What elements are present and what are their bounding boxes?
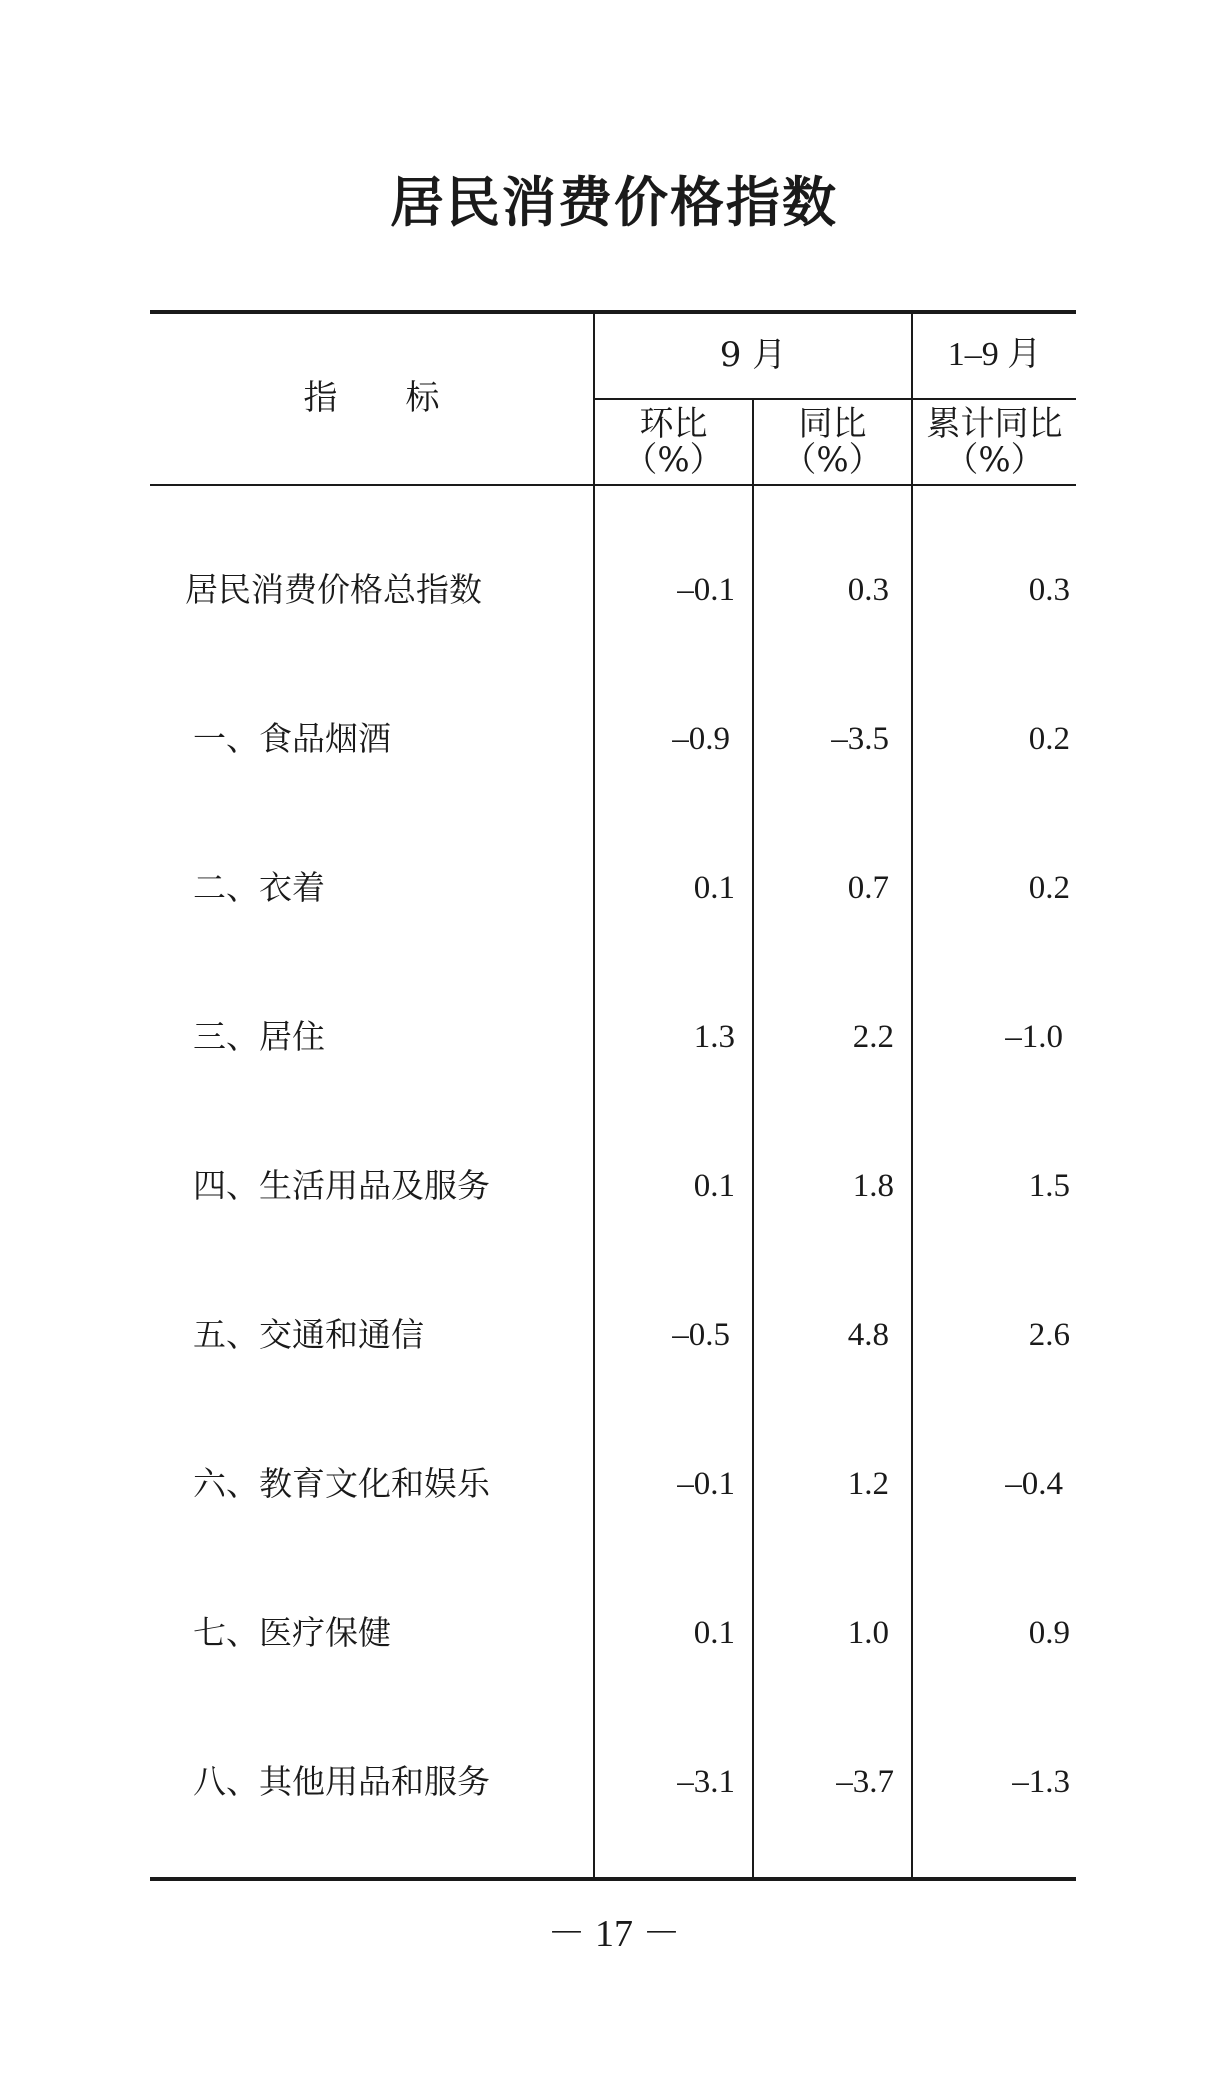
yoy-value: 1.0 [847,1615,889,1651]
mom-value: 0.1 [693,870,735,906]
row-label: 四、生活用品及服务 [193,1166,490,1205]
mom-value: –0.5 [672,1317,730,1353]
yoy-value: 1.2 [847,1466,889,1502]
column-divider-2 [752,398,754,1878]
yoy-value: 0.3 [847,572,889,608]
cum-value: 0.9 [1028,1615,1070,1651]
row-label: 三、居住 [193,1017,325,1056]
header-mid-rule [594,398,1076,400]
page-title: 居民消费价格指数 [390,171,838,234]
yoy-value: 1.8 [852,1168,894,1204]
row-label: 六、教育文化和娱乐 [193,1464,490,1503]
table-bottom-rule [150,1877,1076,1881]
yoy-value: 4.8 [847,1317,889,1353]
mom-value: –0.9 [672,721,730,757]
row-label: 七、医疗保健 [193,1613,391,1652]
cum-value: –0.4 [1005,1466,1063,1502]
row-label: 八、其他用品和服务 [193,1762,490,1801]
indicator-header: 指 标 [303,378,440,418]
cum-value: 1.5 [1028,1168,1070,1204]
yoy-value: –3.5 [831,721,889,757]
month-group-header: 9 月 [719,335,787,375]
header-bottom-rule [150,484,1076,486]
mom-value: 0.1 [693,1615,735,1651]
cum-value: 0.2 [1028,870,1070,906]
cum-value: –1.0 [1005,1019,1063,1055]
row-label: 居民消费价格总指数 [185,570,482,609]
cum-value: –1.3 [1012,1764,1070,1800]
page-number: － 17 － [547,1913,681,1955]
yoy-header: 同比 [798,404,867,444]
cumulative-group-header: 1–9 月 [947,336,1042,373]
yoy-value: 0.7 [847,870,889,906]
mom-header: 环比 [639,404,708,444]
row-label: 二、衣着 [193,868,325,907]
mom-value: –3.1 [677,1764,735,1800]
yoy-unit: （%） [782,440,883,480]
mom-value: –0.1 [677,1466,735,1502]
yoy-value: 2.2 [852,1019,894,1055]
row-label: 五、交通和通信 [193,1315,424,1354]
yoy-value: –3.7 [836,1764,894,1800]
mom-value: 0.1 [693,1168,735,1204]
mom-value: –0.1 [677,572,735,608]
row-label: 一、食品烟酒 [193,719,391,758]
cum-value: 0.3 [1028,572,1070,608]
cum-yoy-unit: （%） [944,440,1045,480]
mom-value: 1.3 [693,1019,735,1055]
cum-value: 2.6 [1028,1317,1070,1353]
mom-unit: （%） [623,440,724,480]
cum-value: 0.2 [1028,721,1070,757]
table-top-rule [150,310,1076,314]
cum-yoy-header: 累计同比 [926,404,1063,444]
